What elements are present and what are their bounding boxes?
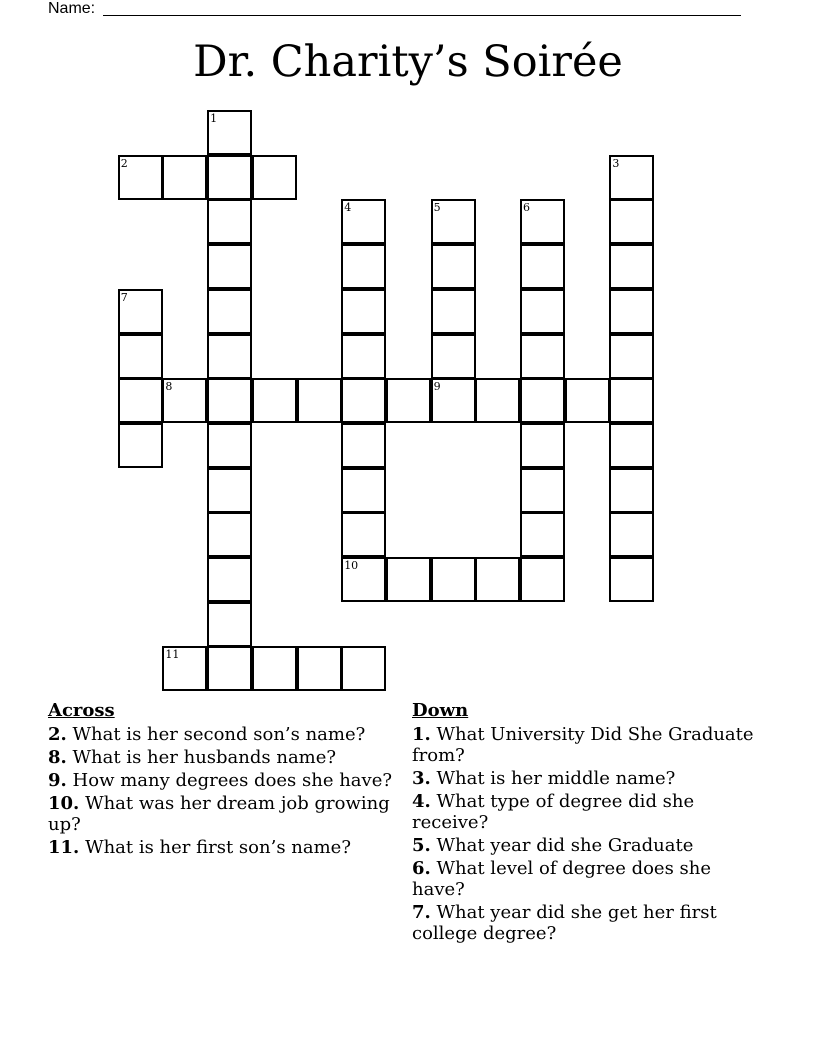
clue-across: [48, 747, 398, 768]
clue-text: What is her middle name?: [436, 768, 676, 789]
clue-down: [412, 791, 762, 833]
crossword-cell[interactable]: [609, 512, 654, 557]
crossword-cell[interactable]: [297, 646, 342, 691]
crossword-cell[interactable]: [609, 334, 654, 379]
crossword-cell[interactable]: [207, 110, 252, 155]
crossword-cell[interactable]: [609, 199, 654, 244]
crossword-cell[interactable]: [207, 199, 252, 244]
clue-number: 6.: [412, 858, 431, 879]
crossword-cell[interactable]: [341, 423, 386, 468]
crossword-cell[interactable]: [431, 244, 476, 289]
clue-number: 4.: [412, 791, 431, 812]
crossword-cell[interactable]: [431, 378, 476, 423]
clue-number: 3.: [412, 768, 431, 789]
crossword-cell[interactable]: [341, 199, 386, 244]
crossword-cell[interactable]: [565, 378, 610, 423]
crossword-cell[interactable]: [431, 289, 476, 334]
clue-down: [412, 858, 762, 900]
crossword-cell[interactable]: [118, 378, 163, 423]
crossword-cell[interactable]: [207, 557, 252, 602]
name-label: Name:: [48, 0, 96, 17]
crossword-cell[interactable]: [520, 512, 565, 557]
crossword-cell[interactable]: [341, 512, 386, 557]
crossword-cell[interactable]: [118, 334, 163, 379]
clue-down: [412, 724, 762, 766]
crossword-cell[interactable]: [207, 244, 252, 289]
clue-number: 9.: [48, 770, 67, 791]
clue-text: How many degrees does she have?: [72, 770, 393, 791]
clue-text: What year did she get her first college degree?: [412, 902, 717, 944]
clue-text: What was her dream job growing up?: [48, 793, 390, 835]
crossword-cell[interactable]: [341, 557, 386, 602]
crossword-cell[interactable]: [520, 468, 565, 513]
crossword-cell[interactable]: [252, 155, 297, 200]
clue-number: 8.: [48, 747, 67, 768]
cell-number: 1: [210, 112, 218, 125]
crossword-cell[interactable]: [341, 244, 386, 289]
crossword-cell[interactable]: [162, 155, 207, 200]
cell-number: 11: [165, 648, 180, 662]
cell-number: 9: [433, 380, 441, 394]
crossword-cell[interactable]: [162, 646, 207, 691]
clue-across: [48, 793, 398, 835]
crossword-cell[interactable]: [386, 557, 431, 602]
clue-text: What University Did She Graduate from?: [412, 724, 754, 766]
crossword-cell[interactable]: [341, 646, 386, 691]
crossword-cell[interactable]: [609, 468, 654, 513]
crossword-cell[interactable]: [341, 334, 386, 379]
crossword-cell[interactable]: [520, 289, 565, 334]
down-clues: [412, 700, 762, 946]
clue-down: [412, 902, 762, 944]
crossword-cell[interactable]: [609, 378, 654, 423]
crossword-cell[interactable]: [431, 199, 476, 244]
crossword-cell[interactable]: [118, 423, 163, 468]
crossword-cell[interactable]: [475, 378, 520, 423]
crossword-cell[interactable]: [118, 289, 163, 334]
cell-number: 10: [344, 559, 359, 572]
clue-text: What year did she Graduate: [436, 835, 694, 856]
crossword-cell[interactable]: [207, 155, 252, 200]
crossword-cell[interactable]: [609, 557, 654, 602]
crossword-cell[interactable]: [162, 378, 207, 423]
crossword-cell[interactable]: [297, 378, 342, 423]
clue-across: [48, 770, 398, 791]
puzzle-title: Dr. Charity’s Soirée: [193, 37, 623, 87]
clue-text: What is her husbands name?: [72, 747, 337, 768]
crossword-cell[interactable]: [118, 155, 163, 200]
crossword-cell[interactable]: [207, 512, 252, 557]
clue-number: 5.: [412, 835, 431, 856]
crossword-cell[interactable]: [431, 557, 476, 602]
crossword-cell[interactable]: [520, 423, 565, 468]
crossword-cell[interactable]: [252, 646, 297, 691]
across-heading: Across: [48, 700, 115, 721]
crossword-cell[interactable]: [520, 334, 565, 379]
crossword-cell[interactable]: [207, 378, 252, 423]
crossword-cell[interactable]: [207, 602, 252, 647]
cell-number: 3: [612, 156, 620, 170]
down-heading: Down: [412, 700, 469, 721]
crossword-cell[interactable]: [520, 557, 565, 602]
clue-number: 7.: [412, 902, 431, 923]
clue-down: [412, 835, 762, 856]
clue-text: What type of degree did she receive?: [412, 791, 695, 833]
across-clues: [48, 700, 398, 860]
crossword-cell[interactable]: [341, 289, 386, 334]
clue-across: [48, 837, 398, 858]
crossword-cell[interactable]: [207, 289, 252, 334]
clue-across: [48, 724, 398, 745]
crossword-cell[interactable]: [207, 468, 252, 513]
crossword-cell[interactable]: [207, 423, 252, 468]
clue-text: What is her first son’s name?: [85, 837, 351, 858]
crossword-cell[interactable]: [207, 334, 252, 379]
clue-down: [412, 768, 762, 789]
clue-text: What level of degree does she have?: [412, 858, 712, 900]
clue-number: 11.: [48, 837, 80, 858]
crossword-cell[interactable]: [520, 378, 565, 423]
clue-number: 2.: [48, 724, 67, 745]
crossword-cell[interactable]: [609, 289, 654, 334]
cell-number: 5: [433, 201, 441, 215]
crossword-cell[interactable]: [475, 557, 520, 602]
crossword-cell[interactable]: [520, 199, 565, 244]
crossword-cell[interactable]: [207, 646, 252, 691]
clue-number: 1.: [412, 724, 431, 745]
crossword-cell[interactable]: [431, 334, 476, 379]
clue-number: 10.: [48, 793, 80, 814]
cell-number: 8: [165, 380, 173, 394]
crossword-cell[interactable]: [386, 378, 431, 423]
crossword-cell[interactable]: [520, 244, 565, 289]
crossword-cell[interactable]: [341, 378, 386, 423]
crossword-cell[interactable]: [609, 244, 654, 289]
clue-text: What is her second son’s name?: [72, 724, 366, 745]
cell-number: 7: [120, 290, 128, 304]
crossword-cell[interactable]: [609, 155, 654, 200]
crossword-cell[interactable]: [609, 423, 654, 468]
crossword-cell[interactable]: [252, 378, 297, 423]
crossword-cell[interactable]: [341, 468, 386, 513]
cell-number: 4: [344, 201, 352, 215]
cell-number: 6: [523, 201, 530, 215]
cell-number: 2: [120, 156, 128, 170]
